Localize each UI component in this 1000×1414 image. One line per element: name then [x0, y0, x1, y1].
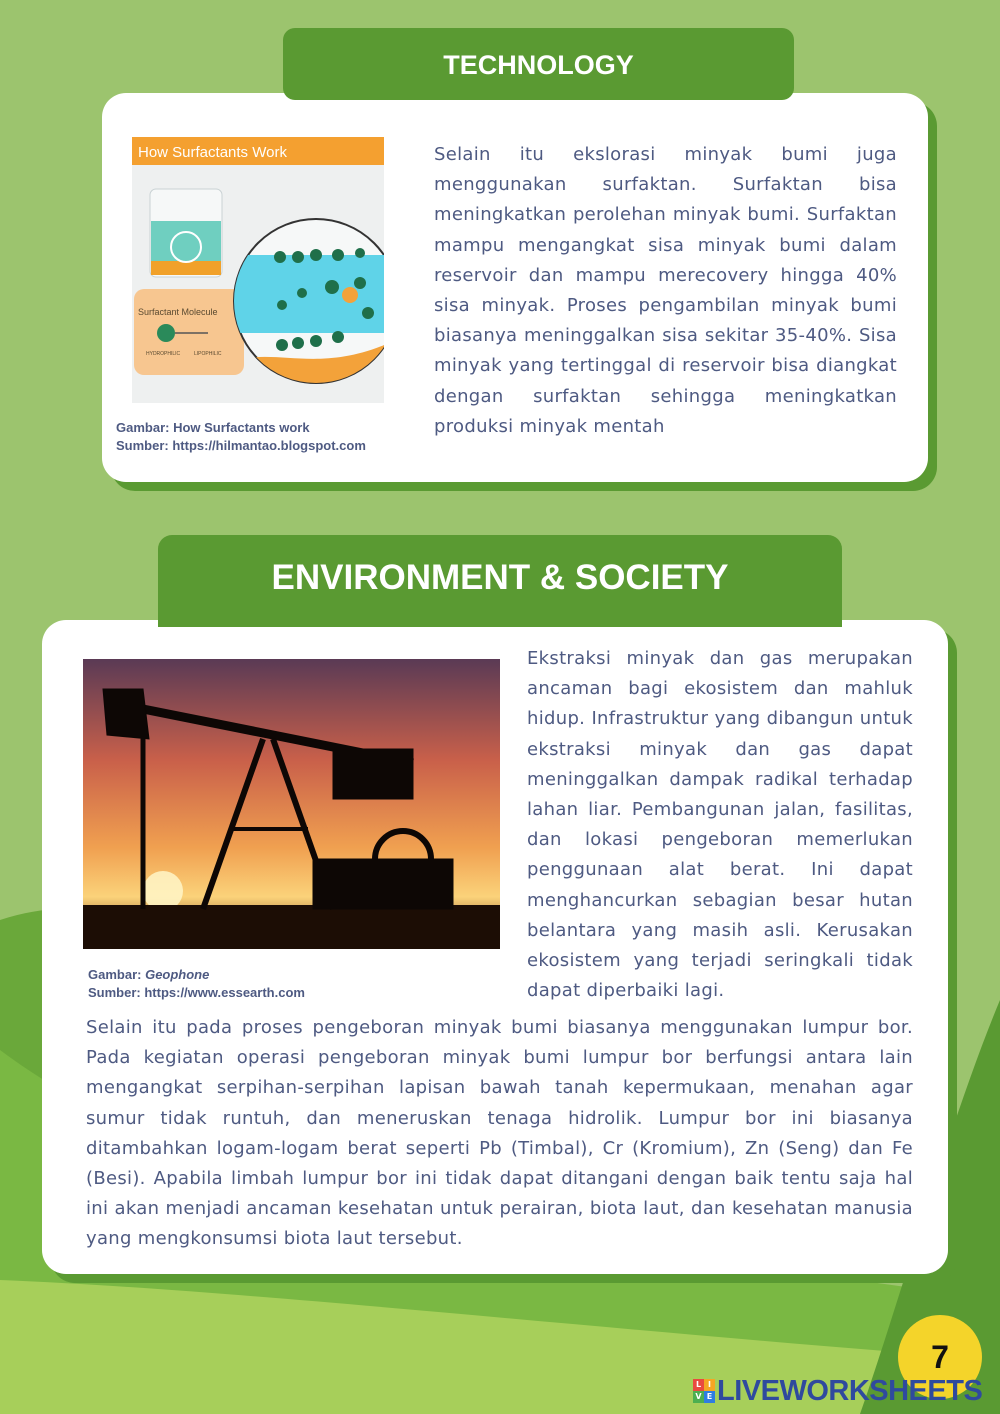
- technology-caption: [116, 419, 366, 455]
- svg-text:HYDROPHILIC: HYDROPHILIC: [146, 351, 181, 357]
- source-link[interactable]: https://www.essearth.com: [144, 985, 305, 1000]
- environment-paragraph-2: Selain itu pada proses pengeboran minyak bumi biasanya menggunakan lumpur bor. Pada kegiatan operasi pengeboran minyak bumi lumpur bor berfungsi antara lain mengangkat serpihan-serpihan lapisan bawah tanah kepermukaan, menahan agar sumur tidak runtuh, dan meneruskan tenaga hidrolik. Lumpur bor ini biasanya ditambahkan logam-logam berat seperti Pb (Timbal), Cr (Kromium), Zn (Seng) dan Fe (Besi). Apabila limbah lumpur bor ini tidak dapat ditangani dengan baik tentu saja hal ini akan menjadi ancaman kesehatan untuk perairan, biota laut, dan kesehatan manusia yang mengkonsumsi biota laut tersebut.: [86, 1017, 913, 1250]
- brand-name: LIVEWORKSHEETS: [717, 1374, 983, 1407]
- environment-caption-label: Gambar: Geophone: [88, 967, 210, 982]
- technology-title: TECHNOLOGY: [283, 28, 794, 100]
- environment-caption: [88, 966, 305, 1002]
- figure-label-molecule: Surfactant Molecule: [138, 307, 218, 317]
- technology-caption-source: Sumber: https://hilmantao.blogspot.com: [116, 438, 366, 453]
- environment-title: ENVIRONMENT & SOCIETY: [158, 535, 842, 627]
- page-number-badge: 7: [898, 1315, 982, 1399]
- brand-mark-icon: L I V E: [693, 1379, 715, 1403]
- technology-paragraph: Selain itu ekslorasi minyak bumi juga menggunakan surfaktan. Surfaktan bisa meningkatkan perolehan minyak bumi. Surfaktan mampu mengangkat sisa minyak bumi dalam reservoir dan mampu merecovery hingga 40% sisa minyak. Proses pengambilan minyak bumi biasanya meninggalkan sisa sekitar 35-40%. Sisa minyak yang tertinggal di reservoir bisa diangkat dengan surfaktan sehingga meningkatkan produksi minyak mentah: [434, 144, 897, 437]
- environment-caption-source: Sumber: https://www.essearth.com: [88, 985, 305, 1000]
- technology-caption-label: Gambar: How Surfactants work: [116, 420, 310, 435]
- svg-text:LIPOPHILIC: LIPOPHILIC: [194, 351, 222, 357]
- environment-paragraph-1: Ekstraksi minyak dan gas merupakan ancaman bagi ekosistem dan mahluk hidup. Infrastruktur yang dibangun untuk ekstraksi minyak dan gas dapat meninggalkan dampak radikal terhadap lahan liar. Pembangunan jalan, fasilitas, dan lokasi pengeboran memerlukan penggunaan alat berat. Ini dapat menghancurkan sebagian besar hutan belantara yang masih asli. Kerusakan ekosistem yang terjadi seringkali tidak dapat diperbaiki lagi.: [527, 648, 913, 1002]
- figure-title: How Surfactants Work: [138, 144, 287, 161]
- surfactants-figure: [132, 137, 384, 403]
- pumpjack-photo: [83, 659, 500, 949]
- liveworksheets-logo: [693, 1374, 982, 1408]
